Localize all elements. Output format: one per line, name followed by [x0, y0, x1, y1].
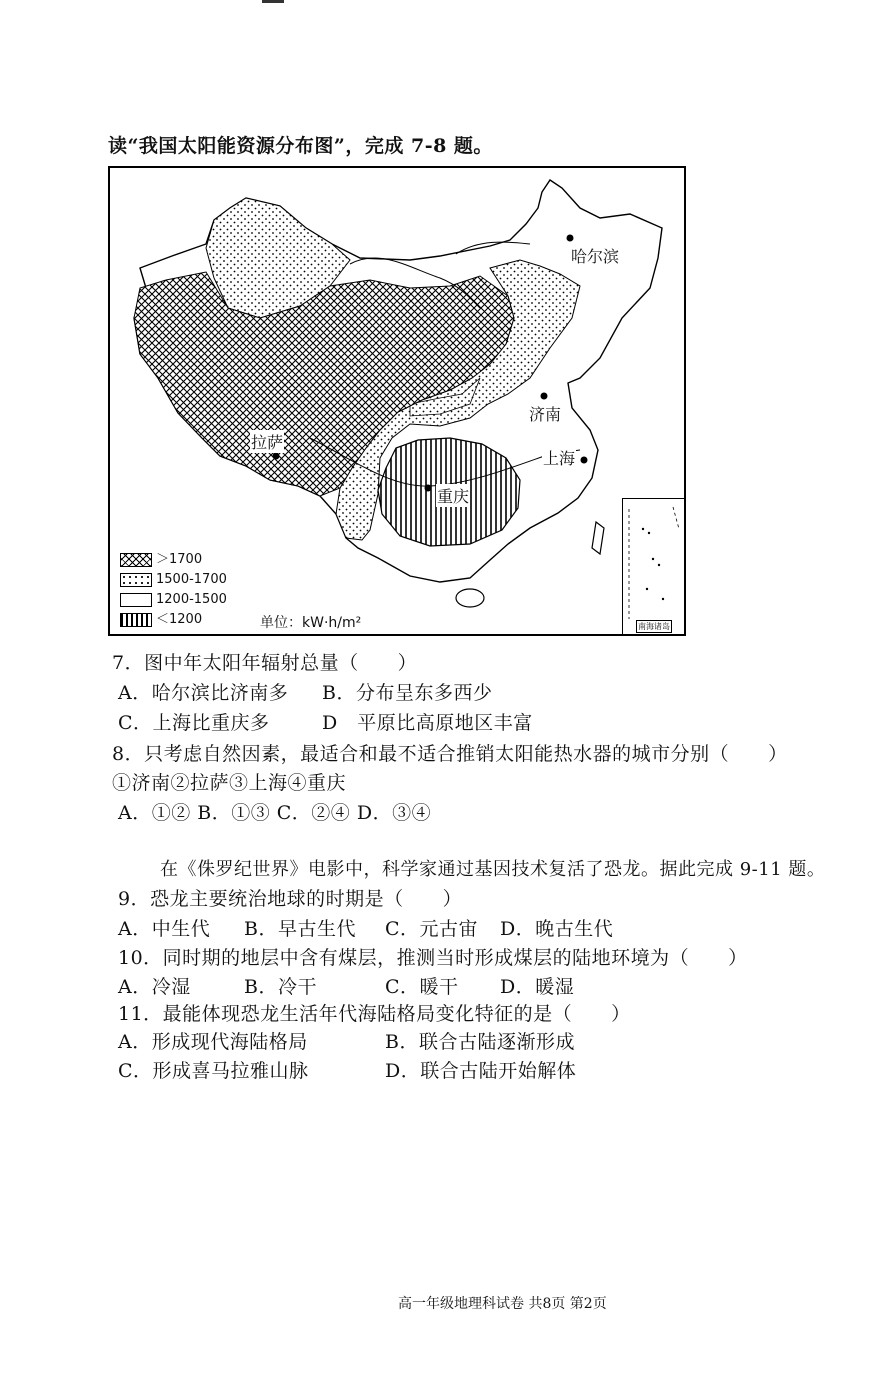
chongqing-dot: [425, 485, 432, 492]
map-unit: 单位：kW·h/m²: [260, 615, 362, 631]
q9-option-b: B．早古生代: [244, 918, 356, 940]
q10-stem: 10．同时期的地层中含有煤层，推测当时形成煤层的陆地环境为（ ）: [118, 947, 748, 969]
legend-label: 1500-1700: [156, 572, 227, 587]
q11-option-d: D．联合古陆开始解体: [385, 1060, 577, 1082]
q11-option-b: B．联合古陆逐渐形成: [385, 1031, 575, 1053]
q10-option-c: C．暖干: [385, 976, 459, 998]
city-label-lhasa: 拉萨: [250, 430, 284, 453]
q7-option-b: B．分布呈东多西少: [322, 682, 493, 704]
intro-questions-7-8: 读“我国太阳能资源分布图”，完成 7-8 题。: [108, 135, 493, 157]
q10-option-d: D．暖湿: [500, 976, 575, 998]
q9-option-c: C．元古宙: [385, 918, 479, 940]
q8-items: ①济南②拉萨③上海④重庆: [112, 772, 347, 794]
intro-questions-9-11: 在《侏罗纪世界》电影中，科学家通过基因技术复活了恐龙。据此完成 9-11 题。: [160, 859, 826, 880]
q8-options: A．①② B．①③ C．②④ D．③④: [118, 802, 432, 824]
legend-label: ＞1700: [156, 552, 203, 567]
city-label-shanghai: 上海: [542, 446, 576, 469]
legend-label: ＜1200: [156, 612, 203, 627]
q7-stem: 7．图中年太阳年辐射总量（ ）: [112, 652, 418, 674]
q7-option-d: D 平原比高原地区丰富: [322, 712, 533, 734]
legend-item-1200-1500: [120, 592, 227, 608]
q10-option-a: A．冷湿: [118, 976, 191, 998]
jinan-dot: [541, 393, 548, 400]
lhasa-dot: [273, 453, 280, 460]
q7-option-c: C．上海比重庆多: [118, 712, 270, 734]
solar-resource-map: [108, 166, 686, 636]
legend-label: 1200-1500: [156, 592, 227, 607]
q9-stem: 9．恐龙主要统治地球的时期是（ ）: [118, 888, 463, 910]
q11-stem: 11．最能体现恐龙生活年代海陆格局变化特征的是（ ）: [118, 1003, 631, 1025]
legend-item-1500-1700: [120, 572, 227, 588]
shanghai-dot: [581, 457, 588, 464]
inset-islands: [623, 499, 685, 635]
city-label-chongqing: 重庆: [436, 484, 470, 507]
blank-swatch: [120, 593, 152, 607]
city-label-harbin: 哈尔滨: [570, 244, 620, 267]
taiwan-island: [592, 522, 604, 554]
page-footer: 高一年级地理科试卷 共8页 第2页: [398, 1296, 607, 1312]
city-label-jinan: 济南: [528, 402, 562, 425]
hainan-island: [456, 589, 484, 607]
q11-option-a: A．形成现代海陆格局: [118, 1031, 308, 1053]
q9-option-d: D．晚古生代: [500, 918, 614, 940]
q10-option-b: B．冷干: [244, 976, 317, 998]
q7-option-a: A．哈尔滨比济南多: [118, 682, 289, 704]
south-china-sea-inset: [622, 498, 685, 635]
crosshatch-swatch: [120, 553, 152, 567]
legend-item-over-1700: [120, 552, 202, 568]
legend-item-under-1200: [120, 612, 202, 628]
harbin-dot: [567, 235, 574, 242]
scan-mark: [262, 0, 284, 3]
inset-label: 南海诸岛: [638, 622, 670, 631]
q8-stem: 8．只考虑自然因素，最适合和最不适合推销太阳能热水器的城市分别（ ）: [112, 743, 788, 765]
q9-option-a: A．中生代: [118, 918, 211, 940]
vertical-lines-swatch: [120, 613, 152, 627]
dots-swatch: [120, 573, 152, 587]
q11-option-c: C．形成喜马拉雅山脉: [118, 1060, 309, 1082]
